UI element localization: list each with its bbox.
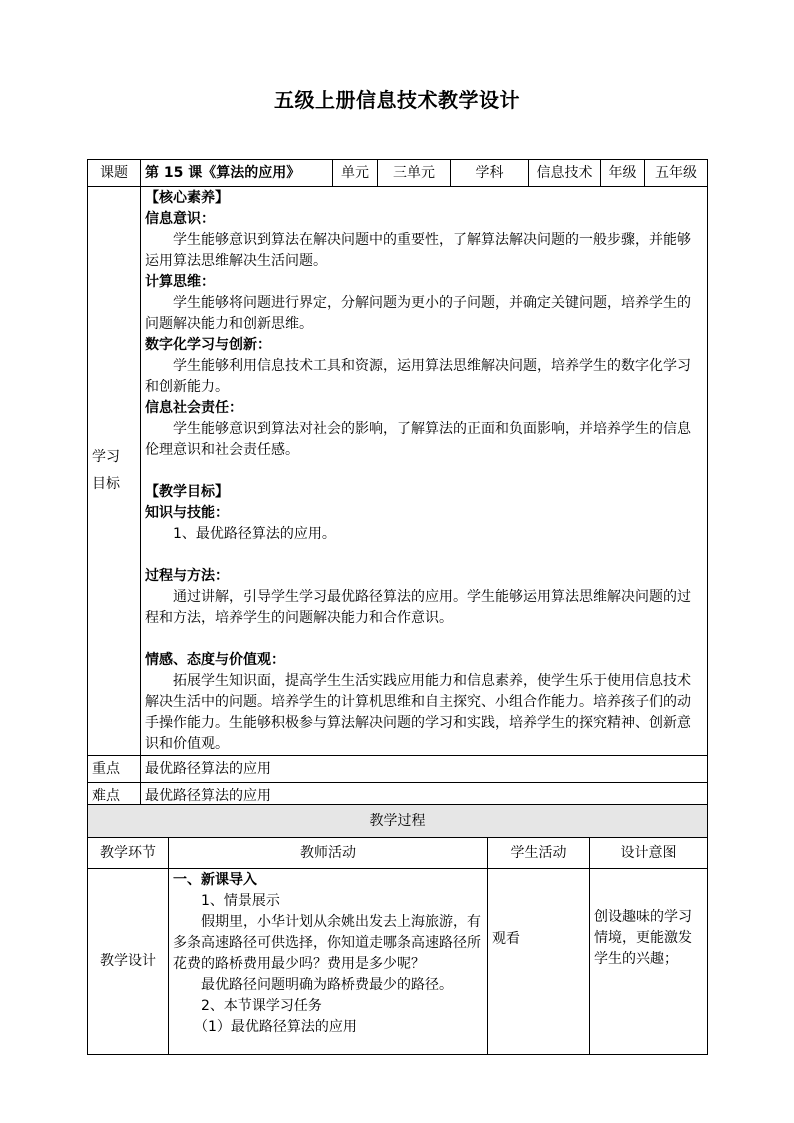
student-activity: 观看	[488, 869, 590, 1055]
info-awareness-heading: 信息意识：	[145, 211, 215, 227]
col-intent-header: 设计意图	[590, 838, 708, 869]
teaching-heading: 【教学目标】	[145, 484, 229, 500]
unit-value: 三单元	[378, 160, 451, 187]
difficulty-value: 最优路径算法的应用	[141, 783, 708, 810]
difficulty-label: 难点	[88, 783, 141, 810]
grade-label: 年级	[601, 160, 645, 187]
design-intent: 创设趣味的学习情境，更能激发学生的兴趣；	[590, 869, 708, 1055]
objectives-content	[141, 187, 708, 756]
lesson-value: 第 15 课《算法的应用》	[141, 160, 333, 187]
process-title-row	[88, 805, 708, 838]
key-point-value: 最优路径算法的应用	[141, 756, 708, 783]
subject-value: 信息技术	[529, 160, 601, 187]
unit-label: 单元	[333, 160, 378, 187]
scene-text: 假期里，小华计划从余姚出发去上海旅游，有多条高速路径可供选择，你知道走哪条高速路径所花费的路桥费用最少吗？费用是多少呢？	[173, 914, 481, 972]
process-header-row	[88, 838, 708, 869]
task-item: 2、本节课学习任务	[201, 998, 322, 1014]
col-teacher-header: 教师活动	[169, 838, 488, 869]
digital-text: 学生能够利用信息技术工具和资源，运用算法思维解决问题，培养学生的数字化学习和创新能力。	[145, 358, 691, 395]
lesson-info-table	[87, 159, 708, 810]
computational-heading: 计算思维：	[145, 274, 215, 290]
objectives-label	[88, 187, 141, 756]
scene-conclusion: 最优路径问题明确为路桥费最少的路径。	[201, 977, 453, 993]
objectives-label-line2: 目标	[92, 476, 120, 492]
knowledge-heading: 知识与技能：	[145, 505, 229, 521]
social-heading: 信息社会责任：	[145, 400, 243, 416]
scene-item: 1、情景展示	[201, 893, 280, 909]
core-heading: 【核心素养】	[145, 190, 229, 206]
intro-heading: 一、新课导入	[173, 872, 257, 888]
objectives-row	[88, 187, 708, 756]
digital-heading: 数字化学习与创新：	[145, 337, 271, 353]
stage-value: 教学设计	[88, 869, 169, 1055]
lesson-label: 课题	[88, 160, 141, 187]
teaching-process-table	[87, 804, 708, 1055]
teacher-activity	[169, 869, 488, 1055]
emotion-text: 拓展学生知识面，提高学生生活实践应用能力和信息素养，使学生乐于使用信息技术解决生活中的问题。培养学生的计算机思维和自主探究、小组合作能力。培养孩子们的动手操作能力。生能够积极参与算法解决问题的学习和实践，培养学生的探究精神、创新意识和价值观。	[145, 673, 691, 752]
process-section-title: 教学过程	[88, 805, 708, 838]
process-text: 通过讲解，引导学生学习最优路径算法的应用。学生能够运用算法思维解决问题的过程和方法，培养学生的问题解决能力和合作意识。	[145, 589, 691, 626]
col-student-header: 学生活动	[488, 838, 590, 869]
document-title: 五级上册信息技术教学设计	[274, 88, 520, 112]
process-content-row	[88, 869, 708, 1055]
key-point-label: 重点	[88, 756, 141, 783]
col-stage-header: 教学环节	[88, 838, 169, 869]
objectives-label-line1: 学习	[92, 449, 120, 465]
social-text: 学生能够意识到算法对社会的影响，了解算法的正面和负面影响，并培养学生的信息伦理意识和社会责任感。	[145, 421, 691, 458]
knowledge-item: 1、最优路径算法的应用。	[173, 526, 336, 542]
computational-text: 学生能够将问题进行界定，分解问题为更小的子问题，并确定关键问题，培养学生的问题解决能力和创新思维。	[145, 295, 691, 332]
key-point-row	[88, 756, 708, 783]
process-heading: 过程与方法：	[145, 568, 229, 584]
header-row	[88, 160, 708, 187]
grade-value: 五年级	[645, 160, 708, 187]
info-awareness-text: 学生能够意识到算法在解决问题中的重要性，了解算法解决问题的一般步骤，并能够运用算法思维解决生活问题。	[145, 232, 691, 269]
emotion-heading: 情感、态度与价值观：	[145, 652, 285, 668]
subject-label: 学科	[451, 160, 529, 187]
task-sub: （1）最优路径算法的应用	[194, 1019, 357, 1035]
